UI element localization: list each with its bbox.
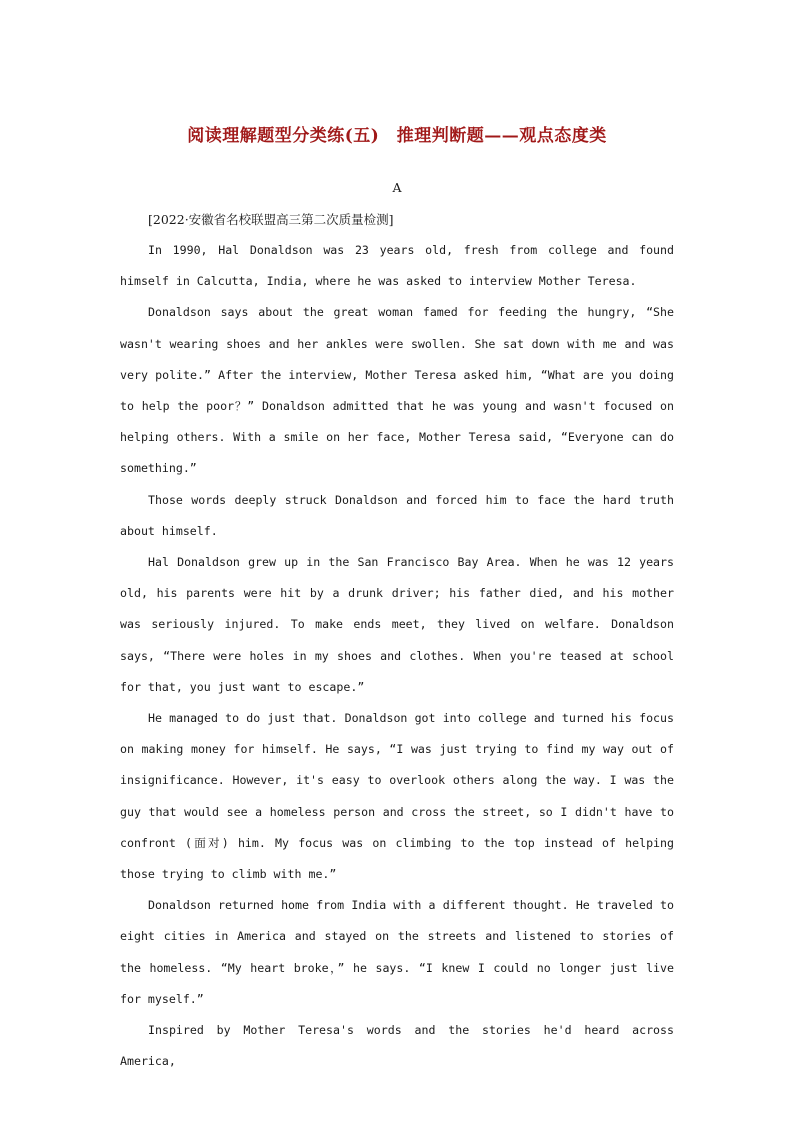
paragraph-2: Donaldson says about the great woman famed for feeding the hungry, “She wasn't wearing shoes and her ankles were swollen. She sat down with me and was very polite.” After the interview, Mother Teresa asked him, “What are you doing to help the poor？” Donaldson admitted that he was young and wasn't focused on helping others. With a smile on her face, Mother Teresa said, “Everyone can do something.”	[120, 305, 674, 476]
section-letter: A	[392, 180, 402, 195]
page-title: 阅读理解题型分类练(五) 推理判断题——观点态度类	[187, 126, 607, 146]
paragraph-5: He managed to do just that. Donaldson got into college and turned his focus on making money for himself. He says, “I was just trying to find my way out of insignificance. However, it's easy to overlook others along the way. I was the guy that would see a homeless person and cross the street, so I didn't have to confront (面对) him. My focus was on climbing to the top instead of helping those trying to climb with me.”	[120, 711, 674, 882]
paragraph-3: Those words deeply struck Donaldson and forced him to face the hard truth about himself.	[120, 492, 674, 538]
source-citation: [2022·安徽省名校联盟高三第二次质量检测]	[148, 212, 394, 227]
paragraph-6: Donaldson returned home from India with a different thought. He traveled to eight cities in America and stayed on the streets and listened to stories of the homeless. “My heart broke，” he says. “I knew I could no longer just live for myself.”	[120, 898, 674, 1006]
passage-body	[120, 235, 674, 1077]
paragraph-4: Hal Donaldson grew up in the San Francisco Bay Area. When he was 12 years old, his parents were hit by a drunk driver; his father died, and his mother was seriously injured. To make ends meet, they lived on welfare. Donaldson says, “There were holes in my shoes and clothes. When you're teased at school for that, you just want to escape.”	[120, 555, 674, 694]
paragraph-7: Inspired by Mother Teresa's words and the stories he'd heard across America,	[120, 1023, 674, 1069]
paragraph-1: In 1990, Hal Donaldson was 23 years old, fresh from college and found himself in Calcutta, India, where he was asked to interview Mother Teresa.	[120, 243, 674, 289]
